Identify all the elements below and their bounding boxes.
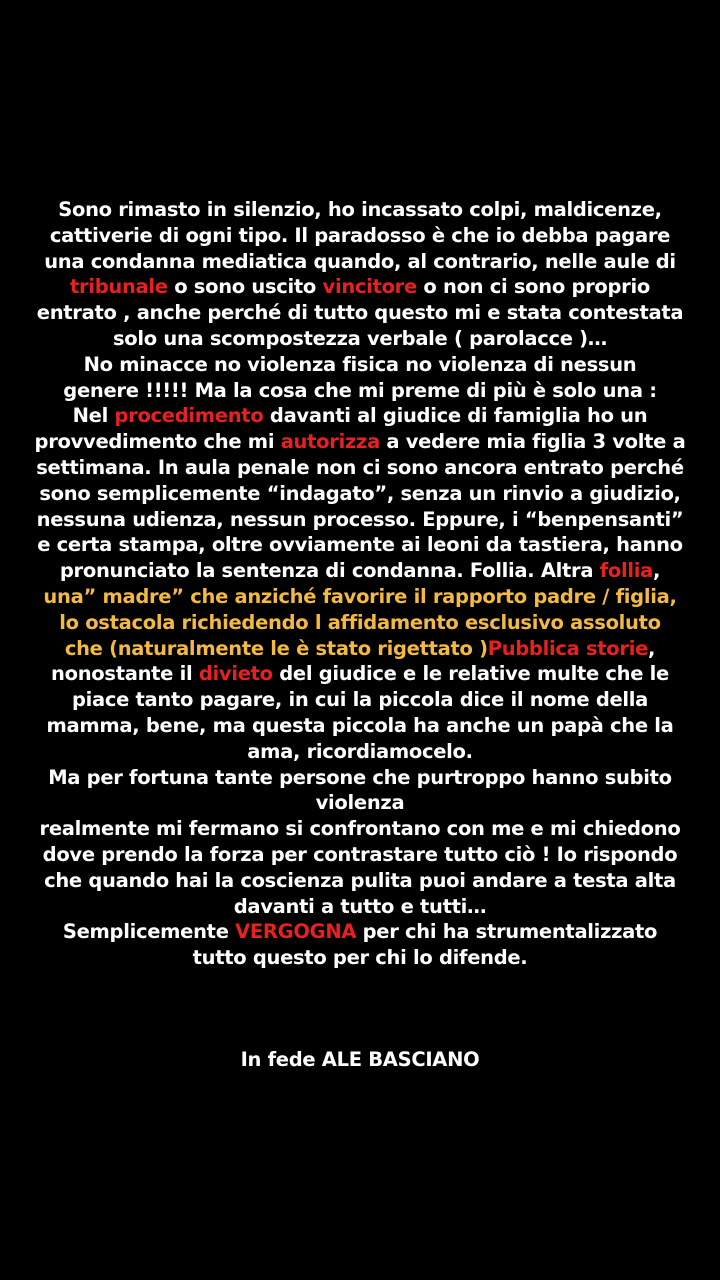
story-fragment: Nel <box>72 404 115 428</box>
story-line: davanti a tutto e tutti… <box>233 894 487 918</box>
story-line <box>30 661 690 687</box>
highlight-word: procedimento <box>114 404 264 428</box>
highlight-word: tribunale <box>70 275 168 299</box>
highlight-word: divieto <box>198 662 273 686</box>
story-line: nessuna udienza, nessun processo. Eppure, i “benpensanti” <box>36 507 684 531</box>
highlight-word: vincitore <box>322 275 417 299</box>
story-line: che quando hai la coscienza pulita puoi andare a testa alta <box>44 868 676 892</box>
story-fragment: pronunciato la sentenza di condanna. Follia. Altra <box>59 559 600 583</box>
story-fragment: o non ci sono proprio <box>416 275 650 299</box>
story-line: Sono rimasto in silenzio, ho incassato colpi, maldicenze, <box>58 198 662 221</box>
story-line: tutto questo per chi lo difende. <box>192 946 528 970</box>
story-fragment: provvedimento che mi <box>34 430 281 454</box>
highlight-word: follia <box>599 559 653 583</box>
highlight-word: VERGOGNA <box>235 920 357 944</box>
story-line-highlighted: una” madre” che anziché favorire il rapporto padre / figlia, <box>43 584 677 608</box>
story-line-highlighted: lo ostacola richiedendo l affidamento esclusivo assoluto <box>59 610 661 634</box>
story-line: realmente mi fermano si confrontano con me e mi chiedono <box>39 817 681 841</box>
story-line: genere !!!!! Ma la cosa che mi preme di più è solo una : <box>63 378 657 402</box>
story-fragment: per chi ha strumentalizzato <box>356 920 658 944</box>
story-line: mamma, bene, ma questa piccola ha anche un papà che la <box>46 713 674 737</box>
story-line: e certa stampa, oltre ovviamente ai leoni da tastiera, hanno <box>37 533 683 557</box>
story-line <box>30 636 690 662</box>
story-line: Ma per fortuna tante persone che purtroppo hanno subito <box>48 765 672 789</box>
story-line <box>30 919 690 945</box>
story-line: entrato , anche perché di tutto questo mi e stata contestata <box>36 301 684 325</box>
story-line: settimana. In aula penale non ci sono ancora entrato perché <box>36 455 684 479</box>
story-fragment: , <box>653 559 661 583</box>
story-fragment: , <box>648 636 656 660</box>
story-fragment: davanti al giudice di famiglia ho un <box>263 404 648 428</box>
story-line: ama, ricordiamocelo. <box>247 739 473 763</box>
story-text <box>30 197 690 971</box>
story-line: dove prendo la forza per contrastare tutto ciò ! Io rispondo <box>42 842 678 866</box>
highlight-phrase: che (naturalmente le è stato rigettato ) <box>64 636 488 660</box>
story-fragment: nonostante il <box>51 662 199 686</box>
story-fragment: a vedere mia figlia 3 volte a <box>379 430 686 454</box>
story-line: violenza <box>315 791 405 815</box>
signature: In fede ALE BASCIANO <box>240 1048 480 1071</box>
story-fragment: del giudice e le relative multe che le <box>272 662 669 686</box>
story-fragment: o sono uscito <box>167 275 323 299</box>
highlight-word: autorizza <box>280 430 380 454</box>
story-fragment: Semplicemente <box>62 920 236 944</box>
story-line <box>30 274 690 300</box>
story-line: una condanna mediatica quando, al contrario, nelle aule di <box>44 249 676 273</box>
story-line <box>30 558 690 584</box>
story-line: No minacce no violenza fisica no violenza di nessun <box>83 352 637 376</box>
story-line <box>30 429 690 455</box>
highlight-word: Pubblica storie <box>487 636 649 660</box>
story-line: cattiverie di ogni tipo. Il paradosso è che io debba pagare <box>49 223 671 247</box>
story-line <box>30 403 690 429</box>
story-line: piace tanto pagare, in cui la piccola dice il nome della <box>71 688 649 712</box>
story-line: solo una scompostezza verbale ( parolacce )… <box>112 326 607 350</box>
story-line: sono semplicemente “indagato”, senza un rinvio a giudizio, <box>39 481 681 505</box>
